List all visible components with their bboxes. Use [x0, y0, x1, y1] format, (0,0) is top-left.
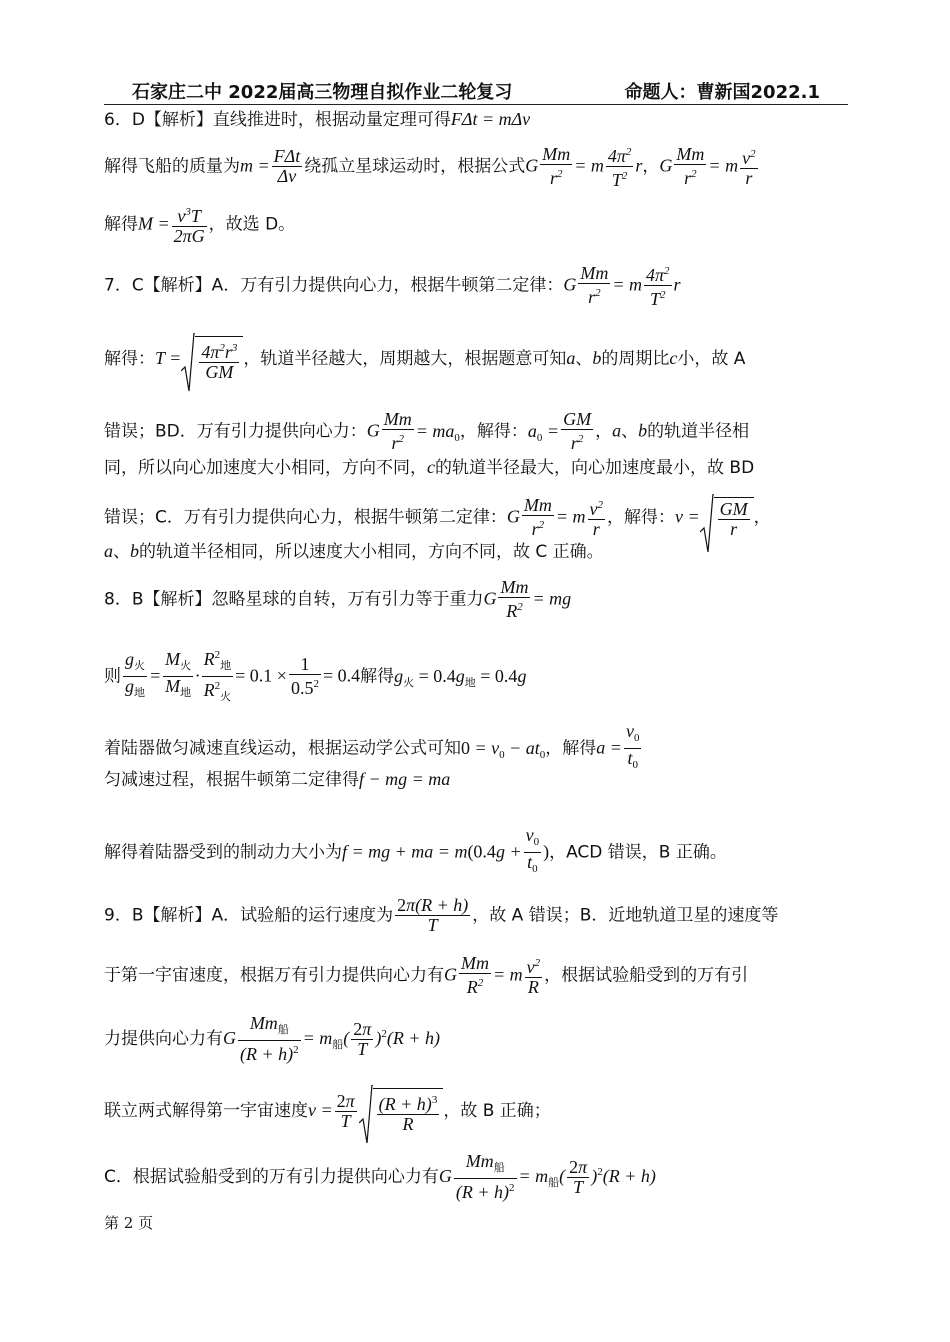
- page-number: 第 2 页: [104, 1214, 154, 1232]
- formula: FΔt = mΔv: [450, 109, 531, 129]
- q8-line-5: 解得着陆器受到的制动力大小为f = mg + ma = m(0.4g + $\frac{v_0}{t_0}$ )，ACD 错误，B 正确。: [104, 826, 727, 879]
- header-author: 命题人：曹新国2022.1: [624, 82, 820, 103]
- q8-line-3: 着陆器做匀减速直线运动，根据运动学公式可知$0 = v_0 - at_0$，解得a = $\frac{v_0}{t_0}$: [104, 722, 643, 775]
- q8-line-2: 则 $\frac{g_火}{g_地}$ = $\frac{M_火}{M_地}$ · $\frac{R^2_地}{R^2_火}$ = 0.1 × $\frac{1}{0.5^2}$ = 0.4解得$g_火 = 0.4g_地 = 0.4g$: [104, 646, 526, 707]
- sqrt-expression: $\frac{4\pi^2r^3}{GM}$: [181, 336, 243, 382]
- q7-line-6: a、b的轨道半径相同，所以速度大小相同，方向不同，故 C 正确。: [104, 541, 604, 562]
- q9-line-5: C．根据试验船受到的万有引力提供向心力有G $\frac{Mm_船}{(R + h)^2}$ = $m_船$( $\frac{2\pi}{T}$ )$^2$(R + h): [104, 1151, 656, 1202]
- page-header: [104, 76, 848, 105]
- q7-line-3: 错误；BD．万有引力提供向心力：G $\frac{Mm}{r^2}$ = $ma_0$，解得：$a_0$ = $\frac{GM}{r^2}$ ，a、b的轨道半径相: [104, 409, 750, 453]
- q7-line-2: 解得：T = $\frac{4\pi^2r^3}{GM}$ ，轨道半径越大，周期越大，根据题意可知a、b的周期比c小，故 A: [104, 336, 745, 382]
- header-title: 石家庄二中 2022届高三物理自拟作业二轮复习: [132, 82, 513, 103]
- q7-line-4: 同，所以向心加速度大小相同，方向不同，c的轨道半径最大，向心加速度最小，故 BD: [104, 457, 755, 478]
- formula-fraction: $\frac{\text{FΔt}}{\Delta v}$: [273, 146, 301, 186]
- q7-line-5: 错误；C．万有引力提供向心力，根据牛顿第二定律：G $\frac{Mm}{r^2}$ = m $\frac{v^2}{r}$ ，解得：v = $\frac{GM}{r}$ ，: [104, 496, 771, 539]
- q7-line-1: 7．C【解析】A．万有引力提供向心力，根据牛顿第二定律：G $\frac{Mm}{r^2}$ = m $\frac{4\pi^2}{T^2}$ r: [104, 263, 681, 309]
- q9-line-4: 联立两式解得第一宇宙速度v = $\frac{2\pi}{T}$ $\frac{(R + h)^3}{R}$ ，故 B 正确；: [104, 1088, 551, 1134]
- q6-line-1: 6．D【解析】直线推进时，根据动量定理可得FΔt = mΔv: [104, 109, 531, 130]
- q8-line-1: 8．B【解析】忽略星球的自转，万有引力等于重力G $\frac{Mm}{R^2}$ = mg: [104, 577, 572, 621]
- q9-line-2: 于第一宇宙速度，根据万有引力提供向心力有G $\frac{Mm}{R^2}$ = m $\frac{v^2}{R}$ ，根据试验船受到的万有引: [104, 953, 749, 997]
- q6-line-3: 解得M = $\frac{v^3T}{2\pi G}$ ，故选 D。: [104, 206, 296, 246]
- q9-line-1: 9．B【解析】A．试验船的运行速度为 $\frac{2\pi(R + h)}{T}$ ，故 A 错误；B．近地轨道卫星的速度等: [104, 895, 779, 935]
- q6-line-2: 解得飞船的质量为m = $\frac{\text{FΔt}}{\Delta v}$ 绕孤立星球运动时，根据公式G $\frac{Mm}{r^2}$ = m $\frac{4\pi^2}{T^2}$ r，G $\frac{Mm}{r^2}$ = m $\frac{v^2}{r}$: [104, 144, 756, 190]
- q9-line-3: 力提供向心力有G $\frac{Mm_船}{(R + h)^2}$ = $m_船$( $\frac{2\pi}{T}$ )$^2$(R + h): [104, 1013, 440, 1064]
- q8-line-4: 匀减速过程，根据牛顿第二定律得f − mg = ma: [104, 769, 451, 790]
